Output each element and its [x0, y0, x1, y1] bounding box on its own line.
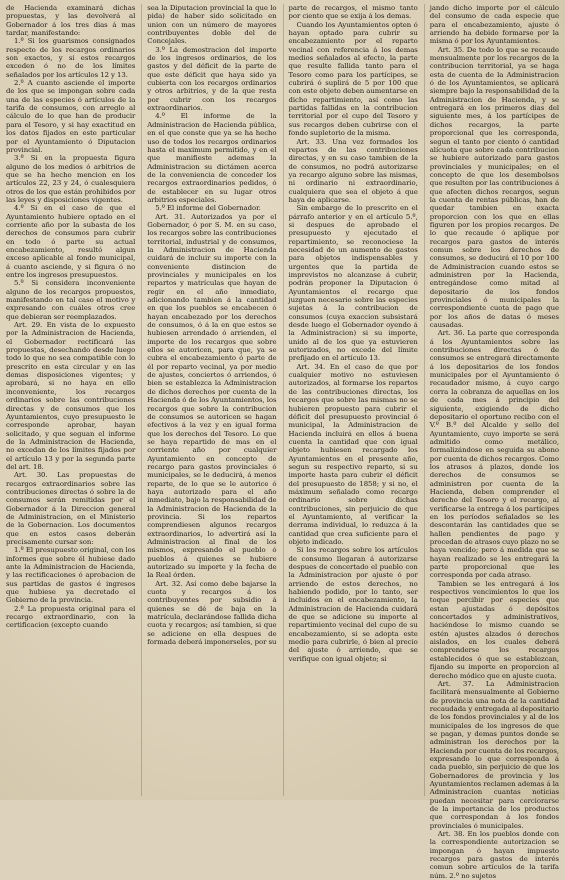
paragraph: Art. 30. Las propuestas de recargos extraordinarios sobre las contribuciones directas ó sobre la de consumos serán remitidas por el Gobernador á la Direccion general de Administracion, en el Ministerio de la Gobernacion. Los documentos que en estos casos deberán precisamente cursar son:: [6, 471, 136, 546]
paragraph: parte de recargos, el mismo tanto por ciento que se exija á los demas.: [288, 4, 418, 21]
paragraph: Art. 29. En vista de lo expuesto por la Administracion de Hacienda, el Gobernador rectificará las propuestas, desechando desde luego todo lo que no sea compatible con lo prescrito en esta circular y en las demas disposiciones vigentes; y aprobará, si no haya en ello inconveniente, los recargos ordinarios sobre las contribuciones directas y de consumos que los Ayuntamientos, cuyo presupuesto le corresponde aprobar, hayan solicitado, y que seguan el informe de la Administracion de Hacienda, no excedan de los límites fijados por el artículo 13 y por la segunda parte del art. 18.: [6, 321, 136, 471]
paragraph: Art. 37. La Administracion facilitará mensualmente al Gobierno de provincia una nota de la cantidad recaudada y entregada al depositario de los fondos provinciales y al de los municipales de los ingresos de que se pagan, y demas puntos donde se administran los derechos por la Hacienda por cuenta de los recargos, expresando lo que corresponda á cada pueblo, sin perjuicio de que los Gobernadores de provincia y los Ayuntamientos reclamen ademas á la Administracion cuantas noticias puedan necesitar para cerciorarse de la importancia de los productos que correspondan á los fondos provinciales ó municipales.: [429, 679, 559, 830]
paragraph: 5.º El informe del Gobernador.: [155, 204, 261, 213]
paragraph: jando dicho importe por el cálculo del consumo de cada especie que para el encabezamiento, ajuste ó arriendo ha debido formarse por la misma ó por los Ayuntamientos.: [429, 4, 559, 46]
column-4: [424, 4, 559, 880]
paragraph: Art. 32. Así como debe bajarse la cuota y recargos á los contribuyentes por subsidio á quienes se dé de baja en la matrícula, declarándose fallida dicha cuota y recargos; así tambien, si que se adicione en ella despues de formada deberá imponerseles, por su: [147, 579, 277, 647]
paragraph: 4.º El informe de la Administracion de Hacienda pública, en el que conste que ya se ha hecho uso de todos los recargos ordinarios hasta el maximum permitido, y en el que manifieste ademas la Administracion su dictámen acerca de la conveniencia de conceder los recargos extraordinarios pedidos, ó de establecer en su lugar otros arbitrios especiales.: [147, 112, 277, 204]
paragraph: sea la Diputacion provincial la que lo pida) de haber sido solicitado en union con un número de mayores contribuyentes doble del de Concejales.: [147, 4, 277, 46]
column-3: [283, 4, 418, 796]
paragraph: Si los recargos sobre los artículos de consumo llegaran á autorizarse despues de concertado el pueblo con la Administracion por ajuste ó por arriendo de estos derechos, no habiendo podido, por lo tanto, ser incluidos en el encabezamiento, la Administracion de Hacienda cuidará de que se adicione su importe al repartimiento vecinal del cupo de su encabezamiento, si se adopta este medio para cubrirle, ó bien al precio del ajuste ó arriendo, que se verifique con igual objeto; si: [288, 546, 418, 663]
paragraph: Tambien se les entregará á los respectivos vencimientos lo que los toque percibir por especies que estan ajustadas ó depósitos concertados y administrativos, haciéndose lo mismo cuando se estén ajustes alzados ó derechos aislados, en los cuales deberá comprenderse los recargos establecidos ó que se establezcan, fijando su importe en proporcion al derecho módico que en ajuste cuota.: [429, 579, 559, 680]
paragraph: 3.º Si en la propuesta figura alguno de los medios ó arbitrios de que se ha hecho mencion en los artículos 22, 23 y 24, ó cualesquiera otros de los que están prohibidos por las leyes y disposiciones vigentes.: [6, 154, 136, 204]
paragraph: 2.º La propuesta original para el recargo extraordinario, con la certificacion (excepto cuando: [6, 604, 136, 630]
paragraph: de Hacienda examinará dichas propuestas, y las devolverá al Gobernador á los tres dias á mas tardar, manifestando:: [6, 4, 136, 38]
paragraph: 1.º El presupuesto original, con los informes que sobre él hubiese dado ante la Administracion de Hacienda, y las rectificaciones ó aprobacion de sus partidas de gastos é ingresos que hubiese ya decretado el Gobierno de la provincia.: [6, 546, 136, 605]
paragraph: Cuando los Ayuntamientos opten ó hayan optado para cubrir su encabezamiento por el reparto vecinal con referencia á los demas medios señalados al efecto, la parte que resulte fallida tanto para el Tesoro como para los partícipes, se cubrirá ó suplirá de 5 por 100 que con este objeto deben aumentarse en dicho repartimiento, así como las partidas fallidas en la contribucion territorial por el cupo del Tesoro y sus recargos deben cubrirse con el fondo supletorio de la misma.: [288, 20, 418, 138]
paragraph: Sin embargo de lo prescrito en el párrafo anterior y en el artículo 5.º, si despues de aprobado el presupuesto y ejecutado el repartimiento, se reconociese la necesidad de un aumento de gastos para objetos indispensables y urgentes que la partida de imprevistos no alcanzase á cubrir, podrán proponer la Diputacion ó Ayuntamientos el recargo que juzguen necesario sobre las especies sujetas á la contribucion de consumos (cuya exaccion subsistará desde luego el Gobernador oyendo á la Administracion) si su importe, unido al de los que ya estuvieren autorizados, no excede del límite prefijado en el artículo 13.: [288, 204, 418, 363]
column-1: [6, 4, 135, 796]
paragraph: 5.º Si considera inconveniente alguno de los recargos propuestos, manifestando en tal caso el motivo y expresando con cuáles otros cree que debieran ser reemplazados.: [6, 279, 136, 321]
paragraph: 3.º La demostracion del importe de los ingresos ordinarios, de los gastos y del déficit de la parte de que este déficit que haya sido ya cubierta con los recargos ordinarios y otros arbitrios, y de la que resta por cubrir con los recargos extraordinarios.: [147, 45, 277, 113]
paragraph: Art. 36. La parte que corresponda á los Ayuntamientos sobre las contribuciones directas ó de consumos se entregará directamente á los depositarios de los fondos municipales por el Ayuntamiento ó recaudador mismo, á cuyo cargo corra la cobranza de aquellas en los de cada mes á principio del siguiente, exigiendo de dicho depositario el oportuno recibo con el V.º B.º del Alcalde y sello del Ayuntamiento, cuyo importe se será admitido como metálico, formalizándose en seguida su abono por cuenta de dichos recargos. Como los atrasos á plazos, donde los derechos de consumos se administren por cuenta de la Hacienda, deben comprender el derecho del Tesoro y el recargo, al verificarse la entrega á los partícipes en los períodos señalados se les descontarán las cantidades que se hallen pendientes de pago y procedan de atrasos cuyo plazo no se haya vencido; pero á medida que se hayan realizado se les entregará la parte proporcional que les corresponda por cada atraso.: [429, 329, 559, 580]
paragraph: Art. 34. En el caso de que por cualquier motivo no estuviesen autorizados, al formarse los repartos de las contribuciones directas, los recargos que sobre las mismas no se hubieren propuesto para cubrir el déficit del presupuesto provincial ó municipal, la Administracion de Hacienda incluirá en ellos á buena cuenta la cantidad que con igual objeto hubiesen recargado los Ayuntamientos en el presente año, segun su respectivo reparto, si su importe hasta para cubrir el déficit del presupuesto de 1858; y si no, el máximum señalado como recargo ordinario sobre dichas contribuciones, sin perjuicio de que el Ayuntamiento, al verificar la derrama individual, lo reduzca á la cantidad que crea suficiente para el objeto indicado.: [288, 362, 418, 546]
paragraph: Art. 31. Autorizados ya por el Gobernador, ó por S. M. en su caso, los recargos sobre las contribuciones territorial, industrial y de consumos, la Administracion de Hacienda cuidará de incluir su importe con la conveniente distincion de provinciales y municipales en los repartos y matrículas que hayan de regir en el año inmediato, adicionando tambien á la cantidad en que los pueblos se encabecen ó hayan encabezado por los derechos de consumos, ó á la en que estos se hubiesen arrendado ó arrienden, el importe de los recargos que sobre ellos se autoricen, para que, ya se cubra el encabezamiento ó parte de él por reparto vecinal, ya por medio de ajustes, conciertos ó arriendos, ó bien se establezca la Administracion de dichos derechos por cuenta de la Hacienda ó de los Ayuntamientos, los recargos que sobre la contribucion de consumos se autoricen se hagan efectivos á la vez y en igual forma que los derechos del Tesoro. Lo que se haya repartido de mas en el corriente año por cualquier Ayuntamiento en concepto de recargo para gastos provinciales ó municipales, se le deducirá, á menos reparte, de lo que se le autorice ó haya autorizado para el año inmediato, bajo la responsabilidad de la Administracion de Hacienda de la provincia. Si los repartos comprendiesen algunos recargos extraordinarios, lo advertirá así la Administracion al final de los mismos, expresando el pueblo ó pueblos á quienes se hubiere autorizado su importe y la fecha de la Real órden.: [147, 212, 277, 580]
paragraph: Art. 35. De todo lo que se recaude mensualmente por los recargos de la contribucion territorial, ya se haga esta de cuenta de la Administracion ó de los Ayuntamientos, se aplicará siempre bajo la responsabilidad de la Administracion de Hacienda, y se entregará en los primeros dias del siguiente mes, á los partícipes de dichos recargos, la parte proporcional que les corresponda, segun el tanto por ciento ó cantidad alícuota que sobre cada contribucion se hubiere autorizado para gastos provinciales y municipales; en el concepto de que los desembolsos que resulten por las contribuciones á que afecten dichos recargos, segun la cuenta de rentas públicas, han de quedar tambien en exacta proporcion con los que en ellas figuren por los propios recargos. De lo que recaude ó aplique por recargos para gastos de interés comun sobre los derechos de consumos, se deducirá el 10 por 100 de Administracion cuando estos se administren por la Hacienda, entregándose como mitad al depositario de los fondos provinciales ó municipales la correspondiente cuota de pago que por los años de datas ó meses causadas.: [429, 45, 559, 330]
paragraph: 4.º Si en el caso de que el Ayuntamiento hubiere optado en el corriente año por la subasta de los derechos de consumos para cubrir en todo ó parte su actual encabezamiento, resultó algun exceso aplicable al fondo municipal, á cuanto asciende, y si figura ó no entre los ingresos presupuestos.: [6, 204, 136, 279]
paragraph: 2.º A cuanto asciende el importe de los que se impongan sobre cada una de las especies ó artículos de la tarifa de consumos, con arreglo al cálculo de lo que han de producir para el Tesoro, y si hay exactitud en los datos fijados en este particular por el Ayuntamiento ó Diputacion provincial.: [6, 79, 136, 154]
paragraph: Art. 38. En los pueblos donde con la correspondiente autorizacion se impongan ó hayan impuesto recargos para gastos de interés comun sobre artículos de la tarifa núm. 2.º no sujetos: [429, 830, 559, 880]
column-2: [141, 4, 276, 796]
paragraph: Art. 33. Una vez formados los repartos de las contribuciones directas, y en su caso tambien de la de consumos, no podrá autorizarse ya recargo alguno sobre las mismas, ni ordinario ni extraordinario, cualquiera que sea el objeto á que haya de aplicarse.: [288, 137, 418, 204]
paragraph: 1.º Si los guarismos consignados respecto de los recargos ordinarios son exactos, y si estos recargos exceden ó no de los límites señalados por los artículos 12 y 13.: [6, 37, 136, 79]
text-columns: [6, 4, 559, 880]
